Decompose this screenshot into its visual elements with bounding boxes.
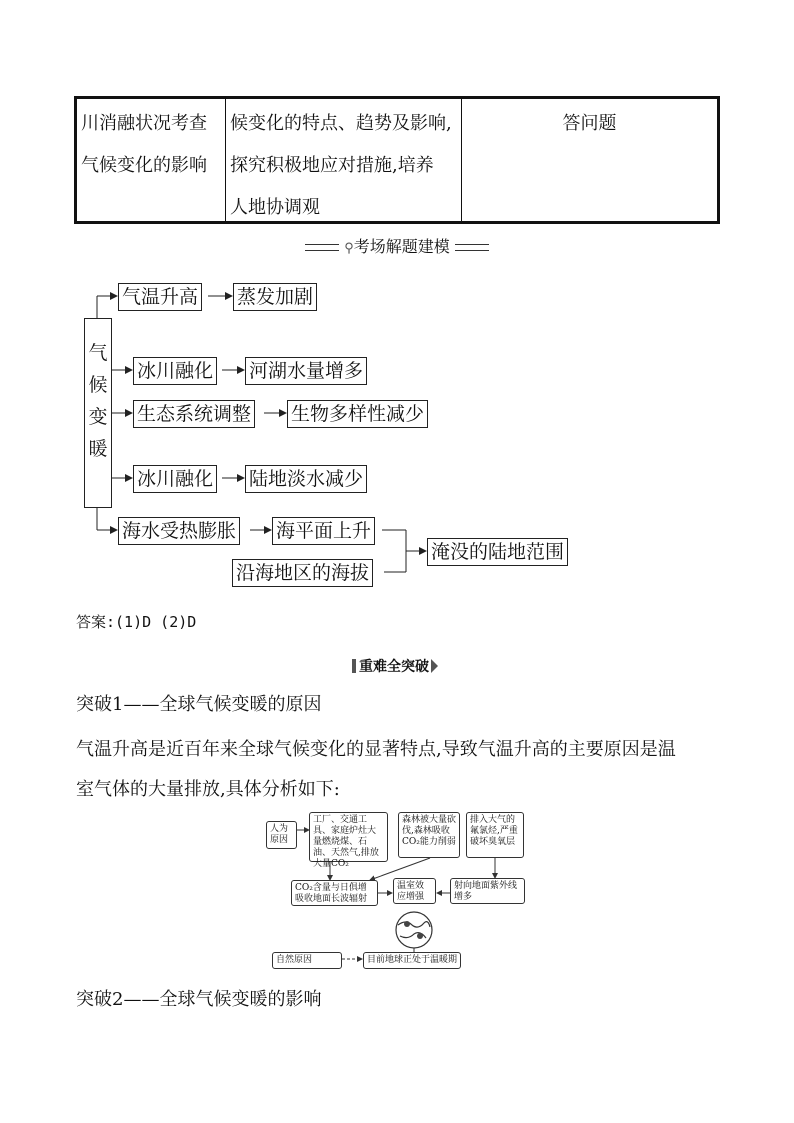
magnifier-icon: ⚲ (344, 241, 354, 256)
diagram-box-co2: CO₂含量与日俱增吸收地面长波辐射 (291, 880, 378, 906)
flow-box-flooded-land: 淹没的陆地范围 (427, 538, 568, 566)
diagram-box-warm-period: 目前地球正处于温暖期 (363, 952, 461, 969)
diagram-box-cfc: 排入大气的氟氯烃,严重破坏臭氧层 (466, 812, 524, 858)
diagram-box-uv: 射向地面紫外线增多 (450, 878, 525, 904)
diagram-box-human: 人为原因 (266, 821, 297, 849)
diagram-box-forest: 森林被大量砍伐,森林吸收CO₂能力削弱 (398, 812, 460, 858)
diagram-box-industry: 工厂、交通工具、家庭炉灶大量燃烧煤、石油、天然气,排放大量CO₂ (309, 812, 388, 862)
flow-box-thermal-expansion: 海水受热膨胀 (118, 517, 240, 545)
flow-root-box: 气 候 变 暖 (84, 318, 112, 508)
p1-line-2: 室气体的大量排放,具体分析如下: (76, 779, 340, 800)
p2-title: 突破2——全球气候变暖的影响 (76, 989, 322, 1010)
p1-title: 突破1——全球气候变暖的原因 (76, 694, 322, 715)
flow-box-temperature: 气温升高 (118, 283, 202, 311)
diagram-box-greenhouse: 温室效应增强 (393, 878, 436, 904)
section-heading: ⚲考场解题建模 (0, 234, 794, 257)
section-badge: 重难全突破 (352, 656, 438, 676)
table-cell: 川消融状况考查 (81, 113, 207, 134)
flow-box-glacier-melt: 冰川融化 (133, 357, 217, 385)
table-cell: 候变化的特点、趋势及影响, (230, 113, 452, 134)
table-cell: 探究积极地应对措施,培养 (230, 155, 434, 176)
answer-text: 答案:(1)D (2)D (76, 613, 197, 631)
flow-box-lake-increase: 河湖水量增多 (245, 357, 367, 385)
flow-box-biodiversity: 生物多样性减少 (287, 400, 428, 428)
table-cell: 答问题 (562, 113, 617, 134)
p1-line-1: 气温升高是近百年来全球气候变化的显著特点,导致气温升高的主要原因是温 (76, 739, 676, 760)
globe-icon (396, 912, 432, 948)
table-cell: 人地协调观 (230, 197, 320, 218)
flow-box-freshwater: 陆地淡水减少 (245, 465, 367, 493)
flow-box-evaporation: 蒸发加剧 (233, 283, 317, 311)
flow-box-glacier-melt-2: 冰川融化 (133, 465, 217, 493)
diagram-box-natural: 自然原因 (272, 952, 342, 969)
flow-box-coastal-elevation: 沿海地区的海拔 (232, 559, 373, 587)
flow-box-sea-level: 海平面上升 (272, 517, 375, 545)
flow-box-ecosystem: 生态系统调整 (133, 400, 255, 428)
table-cell: 气候变化的影响 (81, 155, 207, 176)
